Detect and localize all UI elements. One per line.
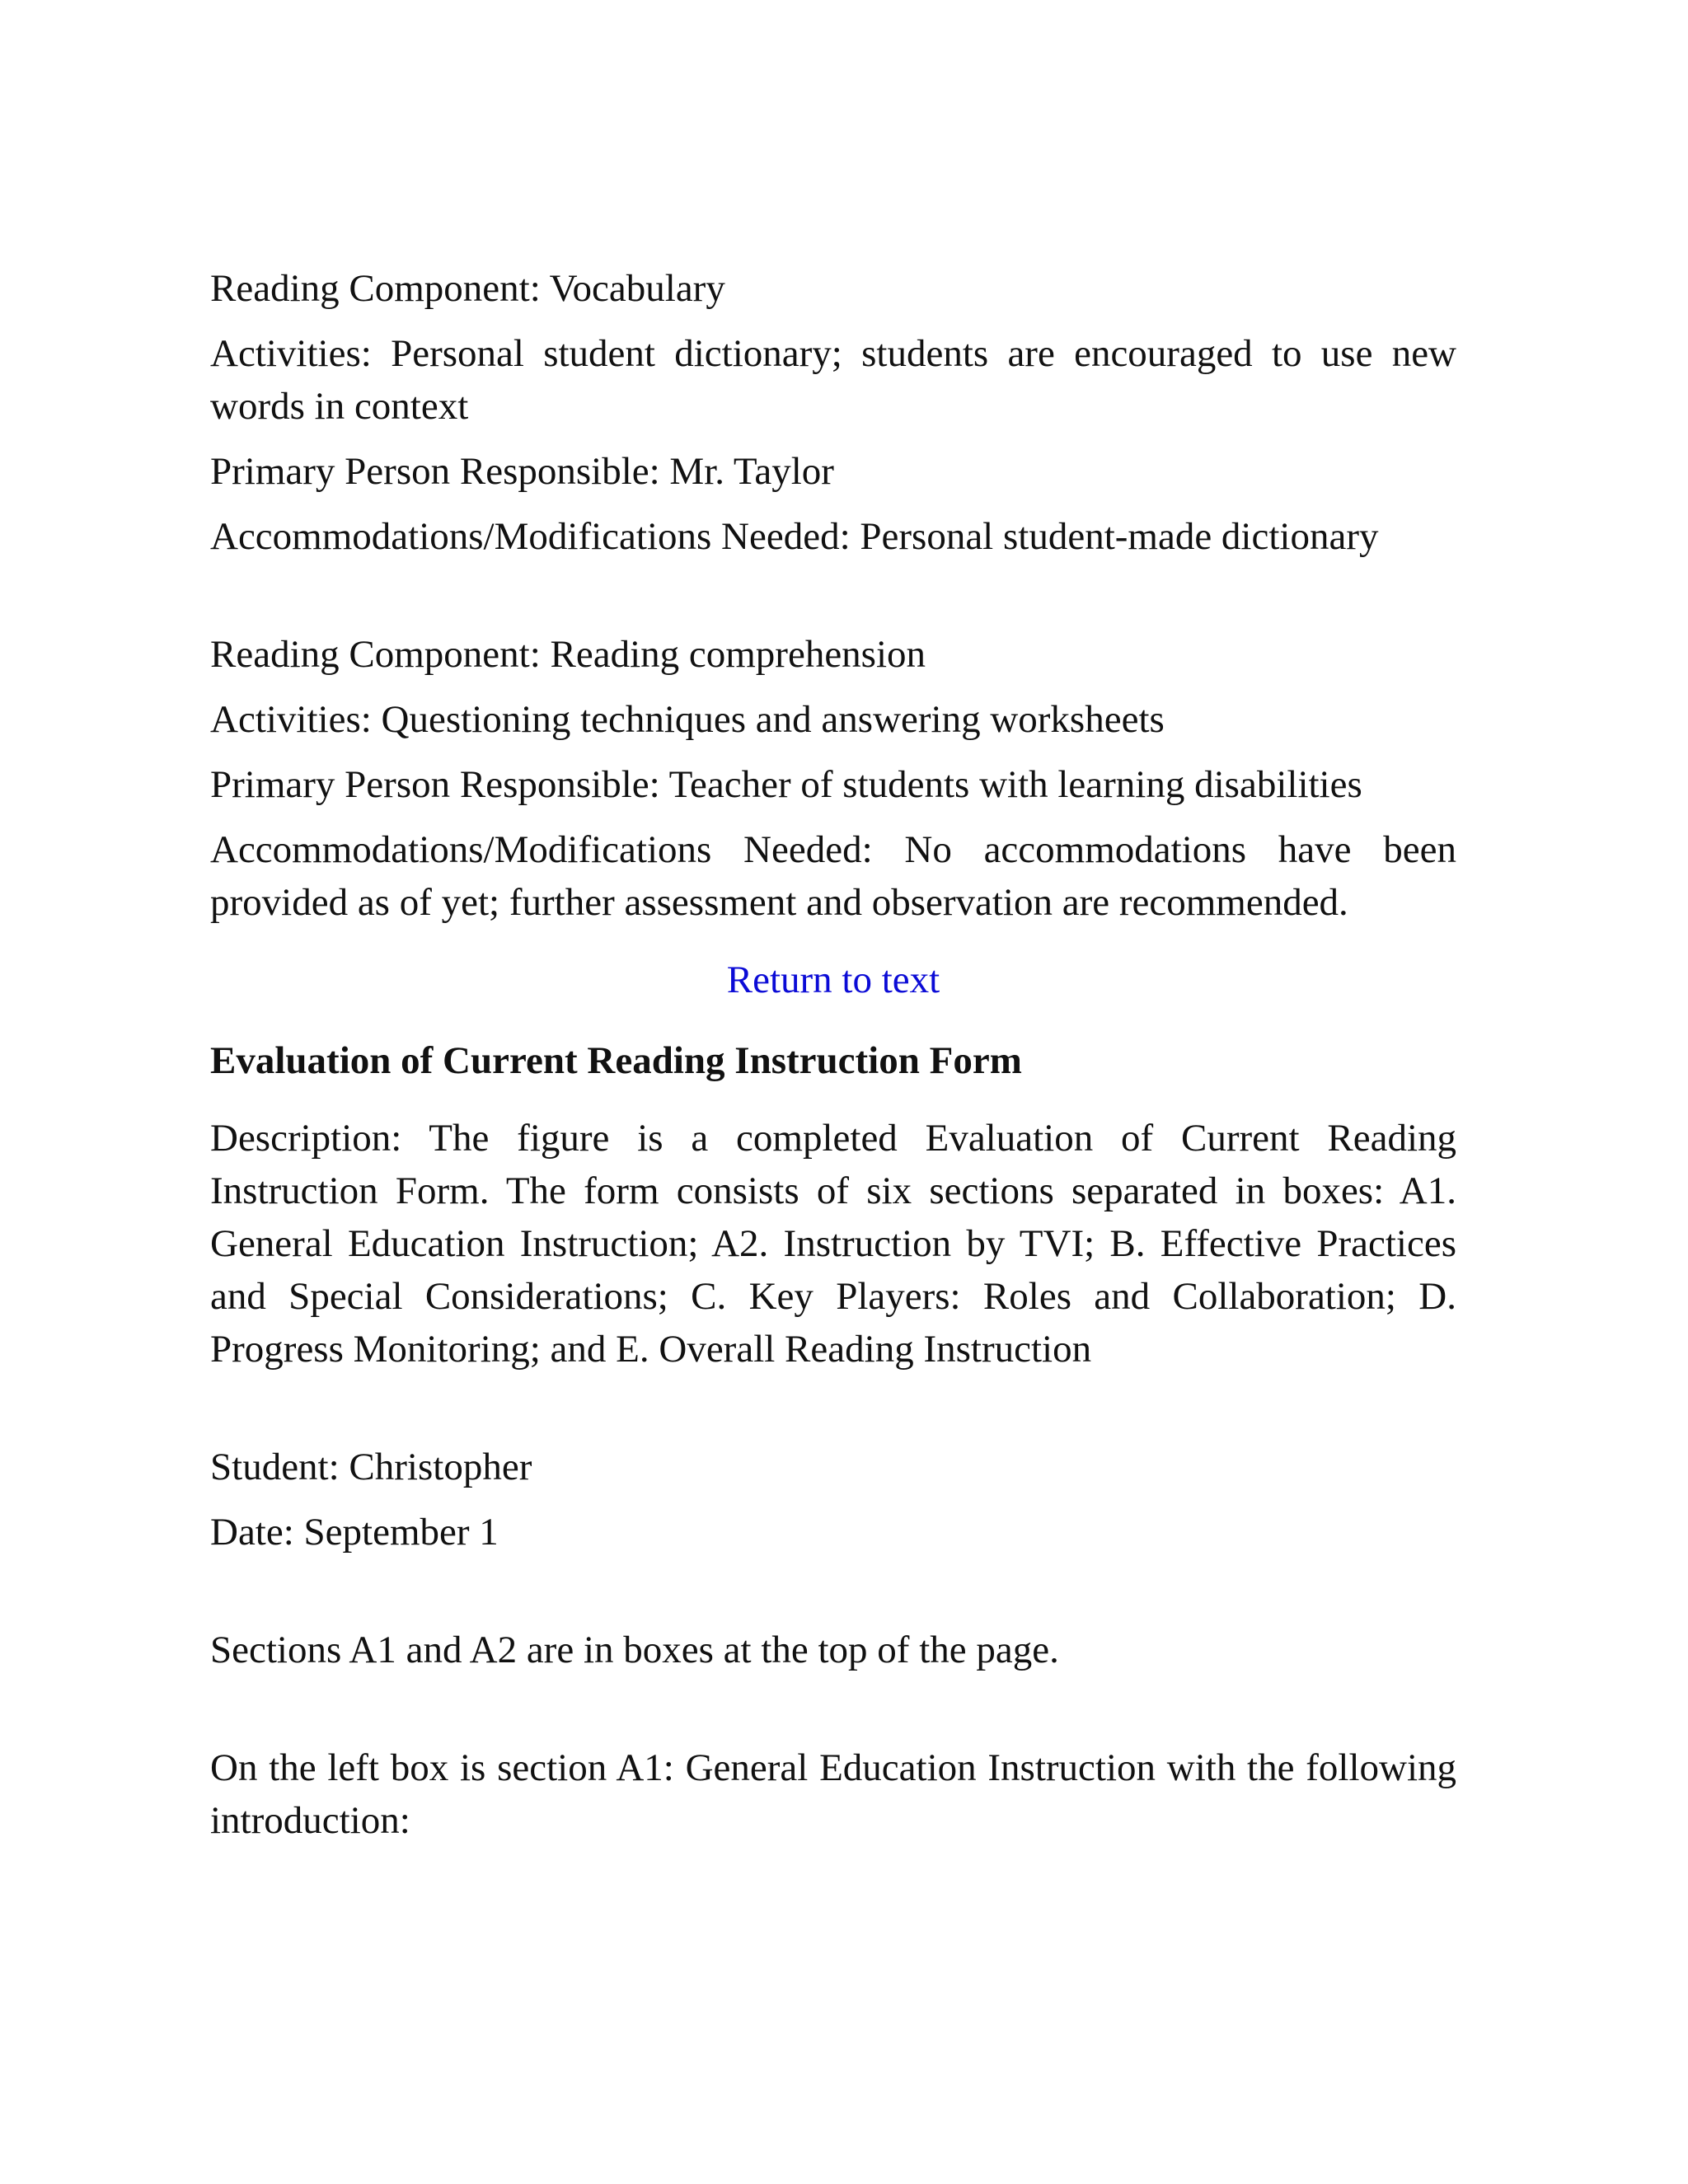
left-box-note-text: On the left box is section A1: General Education Instruction with the following introduction: bbox=[210, 1746, 1456, 1842]
reading-component-text: Reading Component: Reading comprehension bbox=[210, 633, 926, 676]
document-page bbox=[210, 262, 1456, 1859]
activities-text: Activities: Personal student dictionary; students are encouraged to use new words in context bbox=[210, 332, 1456, 428]
spacer bbox=[210, 575, 1456, 628]
return-to-text-link[interactable]: Return to text bbox=[726, 958, 940, 1001]
primary-person-text: Primary Person Responsible: Teacher of students with learning disabilities bbox=[210, 763, 1362, 806]
student-text: Student: Christopher bbox=[210, 1446, 532, 1488]
description-paragraph: Description: The figure is a completed Evaluation of Current Reading Instruction Form. The form consists of six sections separated in boxes: A1. General Education Instruction; A2. Instruction by TVI; B. Effective Practices and Special Considerations; C. Key Players: Roles and Collaboration; D. Progress Monitoring; and E. Overall Reading Instruction bbox=[210, 1117, 1456, 1371]
primary-person-text: Primary Person Responsible: Mr. Taylor bbox=[210, 450, 834, 493]
accommodations-text: Accommodations/Modifications Needed: No accommodations have been provided as of yet; further assessment and observation are recommended. bbox=[210, 828, 1456, 924]
section-heading: Evaluation of Current Reading Instruction Form bbox=[210, 1039, 1022, 1082]
spacer bbox=[210, 1689, 1456, 1741]
spacer bbox=[210, 1571, 1456, 1624]
return-to-text-row bbox=[210, 954, 1456, 1006]
reading-component-vocabulary-block bbox=[210, 262, 1456, 563]
reading-component-text: Reading Component: Vocabulary bbox=[210, 267, 725, 310]
accommodations-text: Accommodations/Modifications Needed: Personal student-made dictionary bbox=[210, 515, 1379, 558]
date-text: Date: September 1 bbox=[210, 1511, 499, 1554]
reading-component-comprehension-block bbox=[210, 628, 1456, 929]
spacer bbox=[210, 1388, 1456, 1441]
activities-text: Activities: Questioning techniques and answering worksheets bbox=[210, 698, 1165, 741]
sections-note-text: Sections A1 and A2 are in boxes at the top of the page. bbox=[210, 1629, 1059, 1671]
